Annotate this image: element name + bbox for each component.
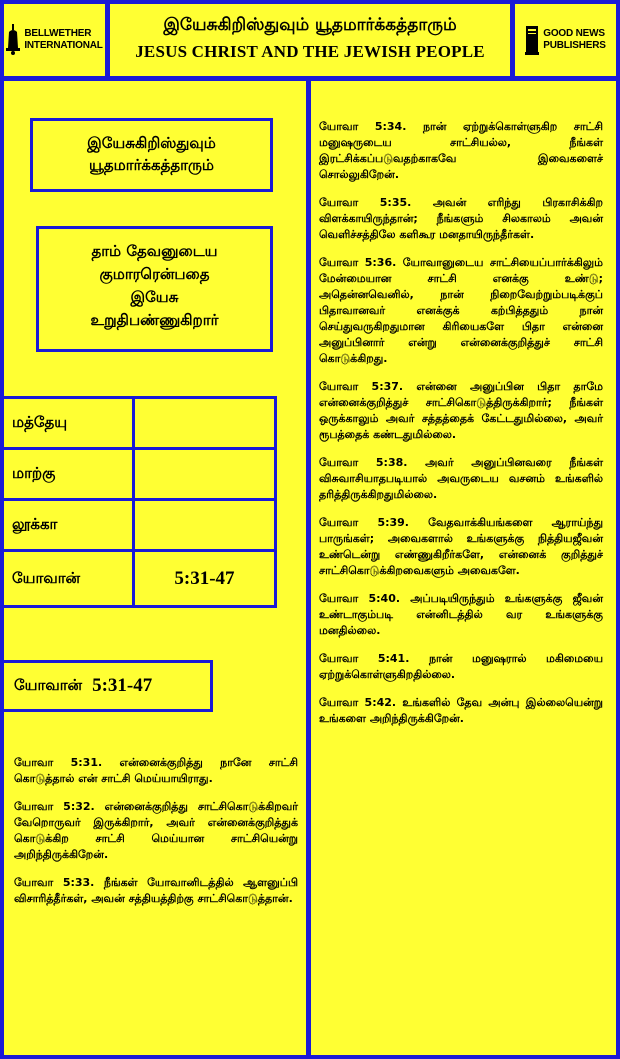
gospel-name: மாற்கு: [3, 449, 134, 500]
verse-paragraph: யோவா 5:36. யோவானுடைய சாட்சியைப்பார்க்கிலும் மேன்மையான சாட்சி எனக்கு உண்டு; அதென்னவெனில், நான் நிறைவேற்றும்படிக்குப் பிதாவானவர் எனக்குக் கற்பித்ததும் நான் செய்துவருகிறதுமான கிரியைகளே பிதா என்னை அனுப்பினார் என்று என்னைக்குறித்துச் சாட்சி கொடுக்கிறது.: [319, 256, 603, 365]
gospel-ref: 5:31-47: [133, 551, 275, 607]
gospel-ref: [133, 398, 275, 449]
verse-paragraph: யோவா 5:39. வேதவாக்கியங்களை ஆராய்ந்து பாருங்கள்; அவைகளால் உங்களுக்கு நித்தியஜீவன் உண்டென்று எண்ணுகிறீர்களே, என்னைக் குறித்துச் சாட்சிகொடுக்கிறவைகளும் அவைகளே.: [319, 516, 603, 577]
topic-subtitle-line3: இயேசு: [130, 288, 179, 306]
gospel-reference-table: [1, 396, 277, 608]
bellwether-logo-text: [24, 28, 102, 52]
book-icon: [525, 24, 539, 56]
gospel-ref: [133, 449, 275, 500]
left-column: [4, 81, 306, 1055]
right-column: [311, 81, 616, 1055]
logo-right-line2: PUBLISHERS: [543, 40, 606, 51]
topic-subtitle-line4: உறுதிபண்ணுகிறார்: [90, 311, 219, 329]
passage-ref: 5:31-47: [92, 675, 153, 696]
good-news-logo-text: [543, 28, 605, 52]
verse-paragraph: யோவா 5:41. நான் மனுஷரால் மகிமையை ஏற்றுக்கொள்ளுகிறதில்லை.: [319, 652, 603, 681]
table-row: [3, 551, 276, 607]
verse-paragraph: யோவா 5:42. உங்களில் தேவ அன்பு இல்லையென்று உங்களை அறிந்திருக்கிறேன்.: [319, 696, 603, 725]
good-news-logo: [515, 4, 616, 76]
topic-title-box: [30, 118, 273, 192]
verse-paragraph: யோவா 5:37. என்னை அனுப்பின பிதா தாமே என்னைக்குறித்துச் சாட்சிகொடுத்திருக்கிறார்; நீங்கள் ஒருக்காலும் அவர் சத்தத்தைக் கேட்டதுமில்லை, அவர் ரூபத்தைக் கண்டதுமில்லை.: [319, 380, 603, 441]
header-title: [110, 4, 510, 76]
topic-subtitle-line1: தாம் தேவனுடைய: [91, 242, 218, 260]
gospel-name: யோவான்: [3, 551, 134, 607]
verse-list-right: [319, 119, 603, 739]
verse-paragraph: யோவா 5:33. நீங்கள் யோவானிடத்தில் ஆளனுப்பி விசாரித்தீர்கள், அவன் சத்தியத்திற்கு சாட்சிகொடுத்தான்.: [14, 876, 298, 905]
table-row: [3, 449, 276, 500]
passage-heading: [1, 660, 213, 712]
verse-paragraph: யோவா 5:31. என்னைக்குறித்து நானே சாட்சி கொடுத்தால் என் சாட்சி மெய்யாயிராது.: [14, 756, 298, 785]
logo-left-line2: INTERNATIONAL: [24, 40, 103, 51]
title-tamil: இயேசுகிறிஸ்துவும் யூதமார்க்கத்தாரும்: [163, 15, 457, 35]
gospel-ref: [133, 500, 275, 551]
topic-subtitle-box: [36, 226, 273, 352]
verse-paragraph: யோவா 5:38. அவர் அனுப்பினவரை நீங்கள் விசுவாசியாதபடியால் அவருடைய வசனம் உங்களில் தரித்திருக்கிறதுமில்லை.: [319, 456, 603, 501]
bell-icon: [6, 24, 20, 56]
gospel-name: லூக்கா: [3, 500, 134, 551]
table-row: [3, 500, 276, 551]
verse-paragraph: யோவா 5:32. என்னைக்குறித்து சாட்சிகொடுக்கிறவர் வேறொருவர் இருக்கிறார், அவர் என்னைக்குறித்துக் கொடுக்கிற சாட்சி மெய்யான சாட்சியென்று அறிந்திருக்கிறேன்.: [14, 800, 298, 861]
bellwether-logo: [4, 4, 105, 76]
gospel-name: மத்தேயு: [3, 398, 134, 449]
topic-title-line1: இயேசுகிறிஸ்துவும்: [87, 134, 216, 152]
verse-paragraph: யோவா 5:35. அவன் எரிந்து பிரகாசிக்கிற விளக்காயிருந்தான்; நீங்களும் சிலகாலம் அவன் வெளிச்சத்திலே களிகூர மனதாயிருந்தீர்கள்.: [319, 196, 603, 241]
verse-paragraph: யோவா 5:34. நான் ஏற்றுக்கொள்ளுகிற சாட்சி மனுஷருடைய சாட்சியல்ல, நீங்கள் இரட்சிக்கப்படுவதற்காகவே இவைகளைச் சொல்லுகிறேன்.: [319, 120, 603, 181]
table-row: [3, 398, 276, 449]
logo-right-line1: GOOD NEWS: [543, 28, 605, 39]
verse-paragraph: யோவா 5:40. அப்படியிருந்தும் உங்களுக்கு ஜீவன் உண்டாகும்படி என்னிடத்தில் வர உங்களுக்கு மனதில்லை.: [319, 592, 603, 637]
title-english: JESUS CHRIST AND THE JEWISH PEOPLE: [135, 42, 485, 61]
passage-book: யோவான்: [14, 676, 83, 694]
topic-title-line2: யூதமார்க்கத்தாரும்: [89, 156, 214, 174]
logo-left-line1: BELLWETHER: [24, 28, 92, 39]
topic-subtitle-line2: குமாரரென்பதை: [99, 265, 210, 283]
verse-list-left: [14, 755, 298, 919]
